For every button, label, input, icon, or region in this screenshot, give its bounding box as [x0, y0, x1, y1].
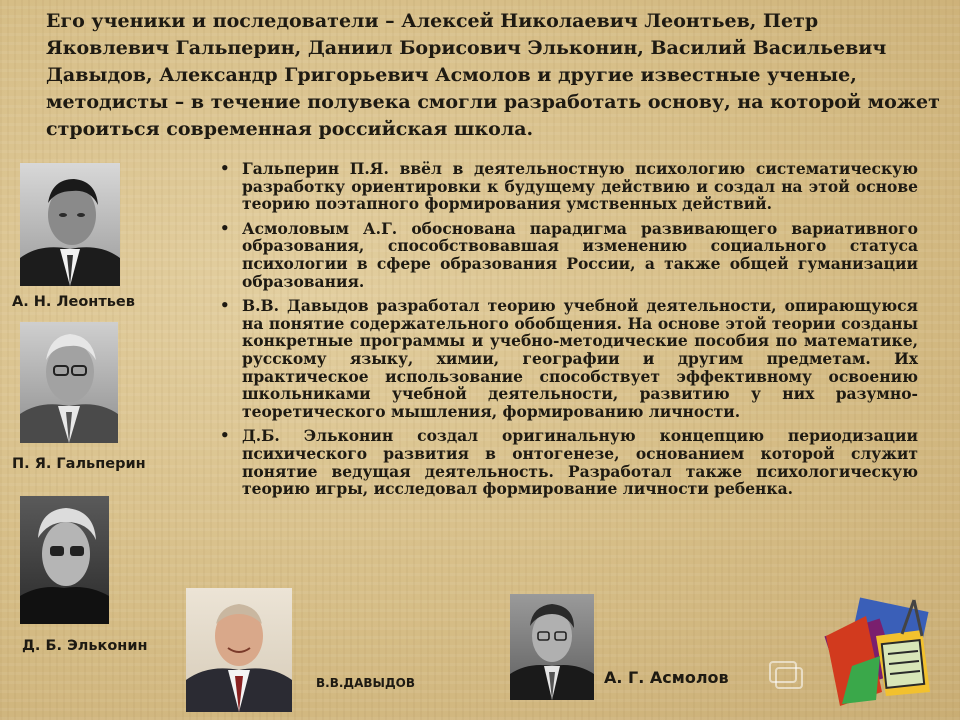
- davydov-caption: В.В.ДАВЫДОВ: [316, 676, 415, 690]
- portrait-icon: [186, 588, 292, 712]
- bullet-text: В.В. Давыдов разработал теорию учебной деятельности, опирающуюся на понятие содержательного обобщения. На основе этой теории созданы конкретные программы и учебно-методические пособия по математике, русскому языку, химии, географии и другим предметам. Их практическое использование способствует эффективному освоению школьниками учебной деятельности, развитию у них разумно-теоретического мышления, формированию личности.: [242, 296, 918, 421]
- portrait-icon: [510, 594, 594, 700]
- leontiev-caption: А. Н. Леонтьев: [12, 294, 135, 310]
- bullet-asmolov: [218, 220, 918, 290]
- bullet-text: Гальперин П.Я. ввёл в деятельностную психологию систематическую разработку ориентировки к будущему действию и создал на этой основе теорию поэтапного формирования умственных действий.: [242, 159, 918, 214]
- bullet-dot-icon: •: [220, 159, 230, 177]
- portrait-icon: [20, 163, 120, 286]
- school-clipart: [822, 596, 940, 714]
- elkonin-caption: Д. Б. Эльконин: [22, 638, 148, 654]
- leontiev-photo: [20, 163, 120, 286]
- bullet-dot-icon: •: [220, 218, 230, 237]
- davydov-photo: [186, 588, 292, 712]
- bullet-list: [218, 160, 918, 505]
- portrait-icon: [20, 496, 109, 624]
- portrait-icon: [20, 322, 118, 443]
- intro-paragraph: Его ученики и последователи – Алексей Николаевич Леонтьев, Петр Яковлевич Гальперин, Даниил Борисович Эльконин, Василий Васильевич Давыдов, Александр Григорьевич Асмолов и другие известные ученые, методисты – в течение полувека смогли разработать основу, на которой может строиться современная российская школа.: [46, 10, 940, 140]
- bullet-elkonin: [218, 427, 918, 497]
- school-supplies-icon: [822, 596, 940, 714]
- asmolov-caption: А. Г. Асмолов: [604, 668, 729, 687]
- asmolov-photo: [510, 594, 594, 700]
- elkonin-photo: [20, 496, 109, 624]
- bullet-davydov: [218, 297, 918, 420]
- bullet-galperin: [218, 160, 918, 213]
- bullet-text: Асмоловым А.Г. обоснована парадигма развивающего вариативного образования, способствовавшая изменению социального статуса психологии в сфере образования России, а также общей гуманизации образования.: [242, 218, 918, 291]
- bullet-dot-icon: •: [220, 426, 230, 445]
- galperin-caption: П. Я. Гальперин: [12, 456, 146, 472]
- bullet-text: Д.Б. Эльконин создал оригинальную концепцию периодизации психического развития в онтогенезе, основанием которой служит понятие ведущая деятельность. Разработал также психологическую теорию игры, исследовал формирование личности ребенка.: [242, 426, 918, 499]
- galperin-photo: [20, 322, 118, 443]
- bullet-dot-icon: •: [220, 296, 230, 315]
